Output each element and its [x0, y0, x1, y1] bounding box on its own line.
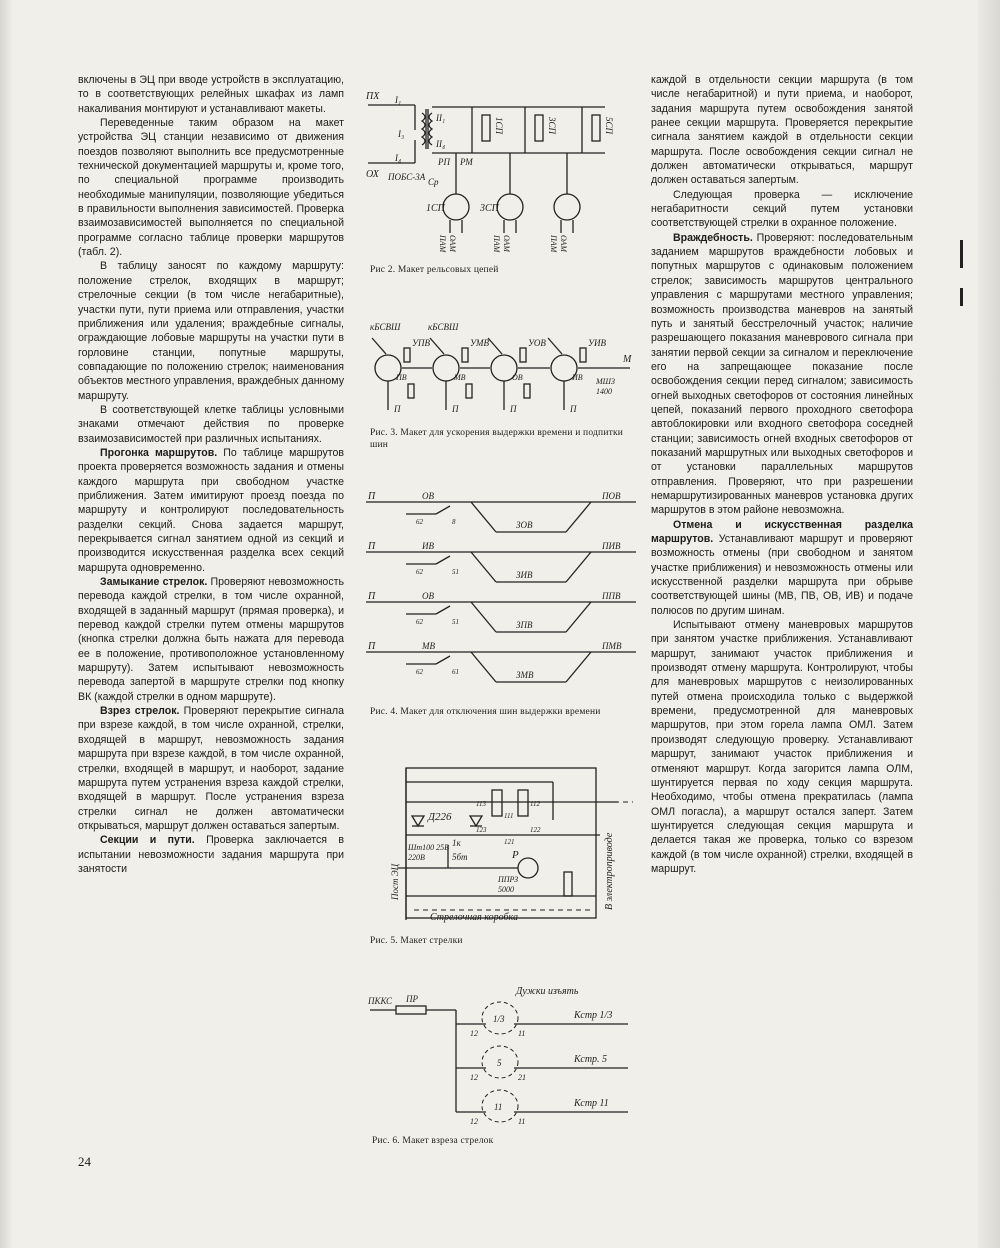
- fig2-label: ПАМ: [492, 235, 501, 253]
- fig2-label: I₃: [398, 129, 405, 139]
- fig4-row-n1: 62: [416, 618, 423, 626]
- section-heading: Секции и пути.: [100, 834, 195, 847]
- section-heading: Взрез стрелок.: [100, 705, 180, 718]
- fig6-label: Кстр. 5: [574, 1054, 608, 1065]
- section-heading: Враждебность.: [673, 231, 753, 244]
- fig4-row-n2: 8: [452, 518, 456, 526]
- fig5-label: 5000: [498, 885, 514, 894]
- fig3-label: УИВ: [588, 338, 607, 348]
- fig3-label: ИВ: [572, 373, 583, 382]
- contact-blade: [436, 556, 450, 564]
- fig6-label: 11: [518, 1117, 526, 1126]
- fig3-label: П: [452, 404, 459, 414]
- fig5-label: Стрелочная коробка: [430, 912, 518, 923]
- fig3-label: УОВ: [528, 338, 546, 348]
- fig4-row-relay: ЗМВ: [516, 670, 534, 680]
- figure-4-bus-disconnect: [366, 488, 638, 698]
- fig2-label: Ср: [428, 177, 439, 187]
- fig6-label: 12: [470, 1073, 478, 1082]
- fig4-row-relay: ЗОВ: [516, 520, 533, 530]
- fig4-row-right: ПМВ: [602, 641, 622, 651]
- fig6-label: Кстр 1/3: [574, 1010, 613, 1021]
- paragraph: каждой в отдельности секции маршрута (в том числе негабаритной) и пути приема, и наоборот, задания маршрута путем освобождения занятой ранее секции маршрута. Проверяется перекрытие сигнала занятием каждой в отдельности секции маршрута. После освобождения секции сигнал не должен автоматически открываться, маршрут должен оставаться запертым.: [651, 74, 913, 187]
- paragraph: [78, 575, 344, 704]
- paragraph: В соответствующей клетке таблицы условными знаками отмечают действия по проверке взаимозависимостей при различных испытаниях.: [78, 403, 344, 445]
- fig2-label: РМ: [460, 157, 473, 167]
- fig4-row-left: П: [368, 541, 376, 552]
- right-page-edge: [978, 0, 1000, 1248]
- fig5-label: Д226: [428, 811, 452, 823]
- fig2-label: ПАМ: [438, 235, 447, 253]
- fig4-row-n1: 62: [416, 568, 423, 576]
- fig3-label: М: [623, 354, 632, 365]
- paragraph: Переведенные таким образом на макет устройства ЭЦ станции независимо от движения поездов позволяют выполнить все предусмотренные технической документацией маршруты и, кроме того, по специальной программе производить необходимые манипуляции, позволяющие убедиться в правильности выполнения зависимостей. Проверка взаимозависимостей выполняется по специальной программе согласно таблице проверки маршрутов (табл. 2).: [78, 117, 344, 259]
- fig3-label: ПВ: [396, 373, 407, 382]
- fig3-label: УПВ: [412, 338, 431, 348]
- figure-5-caption: Рис. 5. Макет стрелки: [370, 936, 463, 946]
- fig5-label: Р: [512, 849, 519, 861]
- fig6-label: 11: [518, 1029, 526, 1038]
- scan-mark: [960, 288, 963, 306]
- contact-blade: [436, 656, 450, 664]
- fig4-row-n1: 62: [416, 668, 423, 676]
- left-page-shadow: [0, 0, 12, 1248]
- fig5-label: 112: [530, 800, 540, 808]
- figure-6-switch-cut: [366, 982, 638, 1132]
- text-column-right: [651, 73, 913, 876]
- paragraph: [78, 446, 344, 575]
- figure-3-speedup: [368, 318, 638, 418]
- branch-line: [566, 602, 591, 632]
- fig3-label: кБСВШ: [428, 322, 459, 332]
- fig3-label: МВ: [454, 373, 466, 382]
- paragraph: Следующая проверка — исключение негабаритности секций путем установки соответствующей стрелки в охранное положение.: [651, 188, 913, 230]
- fig4-row-bus: ОВ: [422, 591, 434, 601]
- text-column-left: [78, 73, 344, 876]
- fig2-label: II₄: [436, 139, 446, 149]
- figure-4-caption: Рис. 4. Макет для отключения шин выдержки времени: [370, 707, 601, 717]
- fig4-row-right: ППВ: [602, 591, 621, 601]
- fig4-row-n1: 62: [416, 518, 423, 526]
- figure-3-caption: Рис. 3. Макет для ускорения выдержки времени и подпитки шин: [370, 428, 624, 450]
- paragraph-text: Проверяют перекрытие сигнала при взрезе каждой, в том числе охранной, стрелки, входящей в маршрут, невозможность задания маршрута при взрезе каждой, в том числе охранной, стрелки, входящей в маршрут, и наоборот, задание маршрута путем устранения взреза каждой стрелки, входящей в маршрут. После устранения взреза стрелки сигнал не должен автоматически открываться, маршрут должен оставаться запертым.: [78, 705, 344, 832]
- section-heading: Отмена и искусственная разделка маршрутов.: [651, 518, 913, 545]
- paragraph-text: По таблице маршрутов проекта проверяется возможность задания и отмены каждого маршрута при свободном участке приближения. Затем имитируют проезд поезда по маршруту и контролируют последовательность разделки секций. Снова задается маршрут, перекрывается сигнал занятием одной из секций и производится искусственная разделка всех секций маршрута одновременно.: [78, 446, 344, 574]
- figure-5-diagram: [368, 760, 638, 930]
- fig3-label: УМВ: [470, 338, 490, 348]
- fig4-row-left: П: [368, 641, 376, 652]
- branch-line: [566, 502, 591, 532]
- section-heading: Прогонка маршрутов.: [100, 446, 218, 459]
- fig6-label: ПР: [406, 994, 418, 1004]
- page-number: 24: [78, 1154, 91, 1169]
- fig5-label: 121: [504, 838, 515, 846]
- fig6-label: Дужки изъять: [516, 986, 579, 997]
- fig5-label: 113: [476, 800, 486, 808]
- paragraph-text: Проверяют: последовательным заданием маршрутов враждебности лобовых и попутных маршрутов с одинаковым положением стрелок; зависимость маршрутов центрального управления с маршрутами местного управления; возможность производства маневров на занятый путь и занятый бесстрелочный участок; наличие разрешающего показания маневрового сигнала при занятии первой секции за сигналом и переключение его на запрещающее показание после освобождения секции перед сигналом; зависимость огней выходных светофоров от состояния линейных цепей, показаний первого проходного светофора автоблокировки или входного светофора соседней станции; зависимость огней входных светофоров от показаний маршрутных или выходных светофоров и от установки параллельных маршрутов отправления. Проверяют, что при разрешении немаршрутизированных маневров установка других маршрутов в этом районе невозможна.: [651, 231, 913, 517]
- fig3-label: кБСВШ: [370, 322, 401, 332]
- fig4-row-bus: МВ: [422, 641, 435, 651]
- fig4-row-left: П: [368, 591, 376, 602]
- branch-line: [471, 602, 496, 632]
- fig4-row-n2: 61: [452, 668, 459, 676]
- fig2-label: ПХ: [366, 91, 380, 102]
- fig2-label: ПАМ: [549, 235, 558, 253]
- branch-line: [566, 552, 591, 582]
- fig2-label: ОАМ: [448, 235, 457, 252]
- fig4-row-right: ПОВ: [602, 491, 621, 501]
- fig6-label: Кстр 11: [574, 1098, 609, 1109]
- figure-2-rail-circuits: [360, 85, 630, 260]
- fig4-row-left: П: [368, 491, 376, 502]
- paragraph: включены в ЭЦ при вводе устройств в эксплуатацию, то в соответствующих релейных шкафах из ламп накаливания монтируют и устанавливают макеты.: [78, 74, 344, 115]
- fig3-label: П: [570, 404, 577, 414]
- fig3-label: П: [394, 404, 401, 414]
- fig3-label: МШ3: [596, 377, 616, 386]
- fig5-label: ППРЗ: [498, 875, 519, 884]
- fig6-label: 12: [470, 1117, 478, 1126]
- branch-line: [471, 552, 496, 582]
- paragraph-text: Проверяют невозможность перевода каждой стрелки, в том числе охранной, входящей в заданный маршрут (прямая проверка), и перевод каждой стрелки путем отмены маршрутов (кнопка стрелки должна быть нажата для перевода ее в положение, противоположное установленному маршруту). Затем испытывают невозможность перевода запертой в маршруте стрелки под кнопку ВК (каждой стрелки в одном маршруте).: [78, 576, 344, 703]
- figure-2-caption: Рис 2. Макет рельсовых цепей: [370, 265, 499, 275]
- branch-line: [471, 652, 496, 682]
- fig2-label: ПОБС-3А: [388, 172, 426, 182]
- figure-6-caption: Рис. 6. Макет взреза стрелок: [372, 1136, 494, 1146]
- fig6-label: ПККС: [368, 996, 393, 1006]
- fig5-label: 122: [530, 826, 541, 834]
- fig4-row-right: ПИВ: [602, 541, 621, 551]
- fig3-label: П: [510, 404, 517, 414]
- contact-blade: [436, 506, 450, 514]
- fig5-label: 1к: [452, 838, 461, 848]
- paragraph-text: Проверка заключается в испытании невозможности задания маршрута при занятости: [78, 834, 344, 875]
- fig5-label: Пост ЭЦ: [390, 863, 400, 900]
- paragraph: [651, 231, 913, 518]
- fig6-label: 11: [494, 1102, 503, 1112]
- paragraph: Испытывают отмену маневровых маршрутов при занятом участке приближения. Устанавливают маршрут, занимают участок приближения и производят отмену маршрута. Контролируют, чтобы для маневровых маршрутов с неизолированных путей отмена происходила только с выдержкой времени, предусмотренной для маневровых маршрутов, при этом горела лампа ОМЛ. Затем производят следующую проверку. Устанавливают маршрут, занимают участок приближения и отменяют маршрут. Когда загорится лампа ОЛМ, шунтируется первая по ходу секция маршрута. Необходимо, чтобы отмена прекратилась (лампа ОМЛ погасла), а маршрут остался заперт. Затем шунтируется следующая секция маршрута и делается такая же проверка, только со взрезом каждой (в том числе охранной) стрелки, входящей в маршрут.: [651, 619, 913, 875]
- paragraph-text: Устанавливают маршрут и проверяют возможность отмены (при свободном и занятом участке приближения) и невозможность отмены или искусственной разделки маршрута при обрыве соответствующей шины (МВ, ПВ, ОВ, ИВ) и подаче полюсов по другим шинам.: [651, 533, 913, 617]
- fig3-label: ОВ: [512, 373, 523, 382]
- fig5-label: 5бт: [452, 852, 468, 862]
- fig5-label: 111: [504, 812, 514, 820]
- figure-3-diagram: [368, 318, 638, 418]
- fig4-row-bus: ИВ: [422, 541, 434, 551]
- paragraph: В таблицу заносят по каждому маршруту: положение стрелок, входящих в маршрут; стрелочные секции (в том числе негабаритные), участки пути, пути приема или отправления, участки приближения или удаления; враждебные сигналы, ограждающие лобовые маршруты на участки пути в горловине станции, попутные маршруты, совпадающие по положению стрелок; наименования объектов местного управления, враждебных данному маршруту.: [78, 260, 344, 402]
- fig5-label: 123: [476, 826, 487, 834]
- fig2-label: II₁: [436, 113, 446, 123]
- fig6-label: 5: [497, 1058, 502, 1068]
- branch-line: [566, 652, 591, 682]
- fig2-label: 5СП: [604, 117, 614, 135]
- fig2-label: ОАМ: [559, 235, 568, 252]
- section-heading: Замыкание стрелок.: [100, 576, 208, 589]
- fig4-row-relay: ЗИВ: [516, 570, 533, 580]
- fig2-label: 3СП: [480, 203, 499, 214]
- branch-line: [471, 502, 496, 532]
- scan-mark: [960, 240, 963, 268]
- fig4-row-n2: 51: [452, 618, 459, 626]
- fig2-label: 1СП: [494, 117, 504, 135]
- fig2-label: I₁: [395, 95, 402, 105]
- fig3-label: 1400: [596, 387, 612, 396]
- fig2-label: I₄: [395, 153, 402, 163]
- fig5-label: 220В: [408, 853, 425, 862]
- paragraph: [78, 704, 344, 833]
- fig6-label: 21: [518, 1073, 526, 1082]
- contact-blade: [436, 606, 450, 614]
- figure-6-diagram: [366, 982, 638, 1132]
- fig6-label: 1/3: [493, 1014, 505, 1024]
- figure-4-diagram: [366, 488, 638, 698]
- paragraph: [651, 518, 913, 618]
- fig6-label: 12: [470, 1029, 478, 1038]
- fig4-row-bus: ОВ: [422, 491, 434, 501]
- paragraph: [78, 833, 344, 876]
- fig2-label: 3СП: [547, 117, 557, 135]
- fig5-label: Шт100 25В: [408, 843, 450, 852]
- fig4-row-n2: 51: [452, 568, 459, 576]
- figure-5-switch-model: [368, 760, 638, 930]
- fig5-label: В электроприводе: [604, 832, 615, 910]
- figure-2-diagram: [360, 85, 630, 260]
- fig2-label: 1СП: [426, 203, 445, 214]
- fig2-label: ОАМ: [502, 235, 511, 252]
- fig2-label: РП: [438, 157, 450, 167]
- fig2-label: ОХ: [366, 169, 379, 180]
- fig4-row-relay: ЗПВ: [516, 620, 533, 630]
